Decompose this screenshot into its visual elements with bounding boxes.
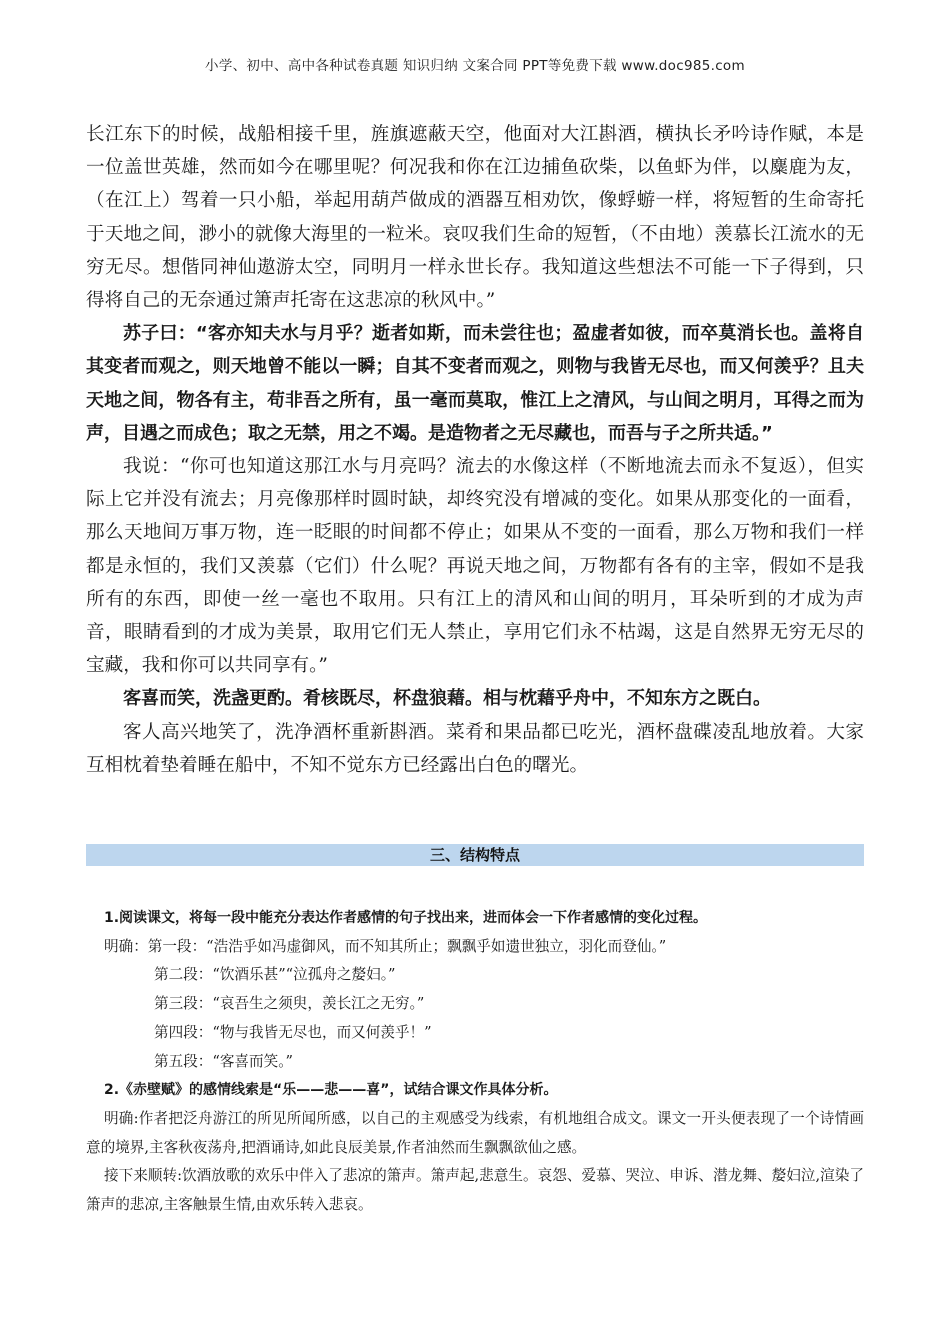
translation-paragraph: 长江东下的时候，战船相接千里，旌旗遮蔽天空，他面对大江斟酒，横执长矛吟诗作赋，本是一位盖世英雄，然而如今在哪里呢？何况我和你在江边捕鱼砍柴，以鱼虾为伴，以麋鹿为友，（在江上）驾着一只小船，举起用葫芦做成的酒器互相劝饮，像蜉蝣一样，将短暂的生命寄托于天地之间，渺小的就像大海里的一粒米。哀叹我们生命的短暂，（不由地）羡慕长江流水的无穷无尽。想偕同神仙遨游太空，同明月一样永世长存。我知道这些想法不可能一下子得到，只得将自己的无奈通过箫声托寄在这悲凉的秋风中。” bbox=[86, 124, 864, 312]
question-1: 1.阅读课文，将每一段中能充分表达作者感情的句子找出来，进而体会一下作者感情的变化过程。 bbox=[104, 910, 708, 926]
answer-paragraph: 明确:作者把泛舟游江的所见所闻所感，以自己的主观感受为线索，有机地组合成文。课文一开头便表现了一个诗情画意的境界,主客秋夜荡舟,把酒诵诗,如此良辰美景,作者油然而生飘飘欲仙之感。 bbox=[86, 1109, 864, 1156]
question-2: 2.《赤壁赋》的感情线索是“乐——悲——喜”，试结合课文作具体分析。 bbox=[104, 1082, 558, 1099]
translation-paragraph: 我说：“你可也知道这那江水与月亮吗？流去的水像这样（不断地流去而永不复返），但实际上它并没有流去；月亮像那样时圆时缺，却终究没有增减的变化。如果从那变化的一面看，那么天地间万事万物，连一眨眼的时间都不停止；如果从不变的一面看，那么万物和我们一样都是永恒的，我们又羡慕（它们）什么呢？再说天地之间，万物都有各有的主宰，假如不是我所有的东西，即使一丝一毫也不取用。只有江上的清风和山间的明月，耳朵听到的才成为声音，眼睛看到的才成为美景，取用它们无人禁止，享用它们永不枯竭，这是自然界无穷无尽的宝藏，我和你可以共同享有。” bbox=[86, 456, 864, 677]
answer-paragraph: 接下来顺转:饮酒放歌的欢乐中伴入了悲凉的箫声。箫声起,悲意生。哀怨、爱慕、哭泣、申诉、潜龙舞、嫠妇泣,渲染了箫声的悲凉,主客触景生情,由欢乐转入悲哀。 bbox=[86, 1167, 864, 1214]
answer-line: 第四段：“物与我皆无尽也，而又何羡乎！” bbox=[154, 1023, 432, 1041]
structure-section bbox=[86, 904, 864, 1220]
answer-line: 明确：第一段：“浩浩乎如冯虚御风，而不知其所止；飘飘乎如遗世独立，羽化而登仙。” bbox=[104, 937, 667, 955]
original-text-paragraph: 苏子曰：“客亦知夫水与月乎？逝者如斯，而未尝往也；盈虚者如彼，而卒莫消长也。盖将自其变者而观之，则天地曾不能以一瞬；自其不变者而观之，则物与我皆无尽也，而又何羡乎？且夫天地之间，物各有主，苟非吾之所有，虽一毫而莫取，惟江上之清风，与山间之明月，耳得之而为声，目遇之而成色；取之无禁，用之不竭。是造物者之无尽藏也，而吾与子之所共适。” bbox=[86, 323, 864, 444]
section-heading: 三、结构特点 bbox=[86, 844, 864, 866]
answer-line: 第五段：“客喜而笑。” bbox=[154, 1052, 293, 1070]
translation-paragraph: 客人高兴地笑了，洗净酒杯重新斟酒。菜肴和果品都已吃光，酒杯盘碟凌乱地放着。大家互相枕着垫着睡在船中，不知不觉东方已经露出白色的曙光。 bbox=[86, 721, 864, 776]
answer-line: 第二段：“饮酒乐甚”“泣孤舟之嫠妇。” bbox=[154, 966, 396, 984]
main-text bbox=[86, 118, 864, 782]
page-header: 小学、初中、高中各种试卷真题 知识归纳 文案合同 PPT等免费下载 www.doc985.com bbox=[205, 58, 745, 74]
original-text-paragraph: 客喜而笑，洗盏更酌。肴核既尽，杯盘狼藉。相与枕藉乎舟中，不知东方之既白。 bbox=[123, 688, 771, 710]
answer-line: 第三段：“哀吾生之须臾，羡长江之无穷。” bbox=[154, 995, 425, 1013]
